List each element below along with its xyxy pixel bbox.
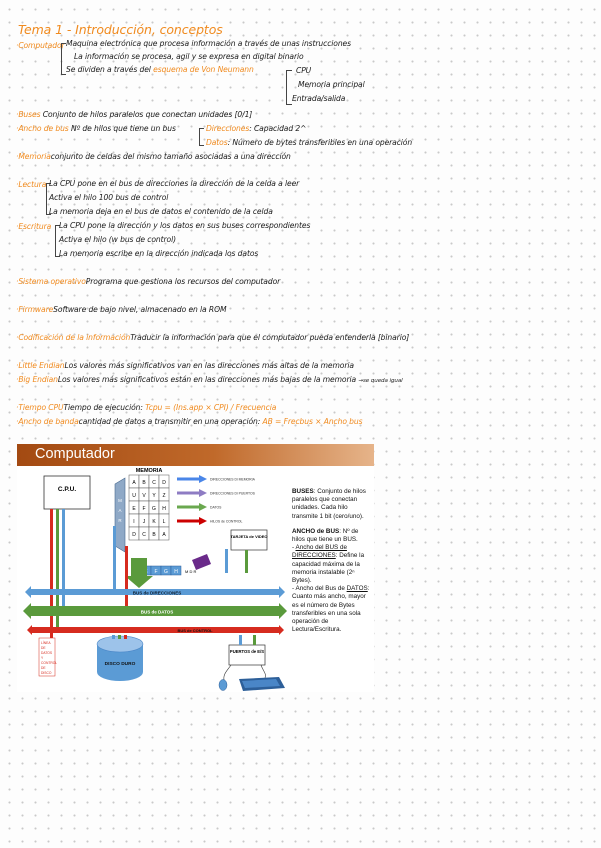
tiempo-line xyxy=(16,403,276,412)
side-dat-u: DATOS xyxy=(346,585,368,593)
mdr-cell-value: H xyxy=(174,569,178,575)
memory-cell-value: V xyxy=(142,493,146,499)
legend-label: DIRECCIONES Di MEMORIA xyxy=(210,477,255,482)
ancho-dat-def: : Número de bytes transferibles en una operación xyxy=(227,138,413,147)
puertos-box xyxy=(229,645,265,665)
computador-sub1: La información se procesa, agil y se expresa en digital binario xyxy=(74,52,304,61)
tiempo-term: ·Tiempo CPU xyxy=(16,403,64,412)
legend-arrow xyxy=(177,478,199,481)
side-ancho xyxy=(292,528,372,544)
memory-cell-value: Z xyxy=(162,493,166,499)
mem-wire-ctrl xyxy=(125,546,128,608)
legend xyxy=(177,475,256,525)
ancho-bus-term: ·Ancho de bus xyxy=(16,124,69,133)
little-term: ·Little Endian xyxy=(16,361,65,370)
mar-m: M xyxy=(118,498,122,503)
bus-datos-label: BUS de DATOS xyxy=(140,609,174,615)
lectura-term: ·Lectura xyxy=(16,180,47,189)
side-buses-term: BUSES xyxy=(292,488,314,495)
memory-cell-value: E xyxy=(132,506,136,512)
disco-legend-word: DE xyxy=(41,646,46,650)
firmware-line xyxy=(16,305,226,314)
side-ancho-dat xyxy=(292,585,372,634)
side-ancho-def: : Nº de hilos que tiene un BUS. xyxy=(292,527,359,544)
escritura-term: ·Escritura xyxy=(16,222,52,231)
sistema-def: Programa que gestiona los recursos del computador xyxy=(85,277,281,286)
side-ancho-term: ANCHO de BUS xyxy=(292,527,340,535)
little-def: Los valores más significativos van en las direcciones más altas de la memoria xyxy=(64,361,354,370)
legend-arrow-head xyxy=(199,517,207,525)
tarjeta-video-box xyxy=(231,530,267,550)
legend-arrow xyxy=(177,520,199,523)
lectura-l1: La CPU pone en el bus de direcciones la dirección de la celda a leer xyxy=(49,179,300,188)
memory-cell-value: A xyxy=(162,532,166,538)
ancho-banda-term: ·Ancho de banda xyxy=(16,417,79,426)
disco-legend-word: DE xyxy=(41,666,46,670)
keyboard-cable xyxy=(261,665,266,678)
side-ancho-dir xyxy=(292,544,372,585)
mar-r: R xyxy=(118,518,122,523)
legend-arrow-head xyxy=(199,475,207,483)
legend-label: DATOS xyxy=(210,505,222,510)
memory-cell-value: B xyxy=(142,480,146,486)
ancho-dir-line xyxy=(206,124,306,133)
side-dat-b: : Cuanto más ancho, mayor es el número de Bytes transferibles en una sola operación de Lectura/Escritura. xyxy=(292,585,370,634)
disco-legend-word: DISCO xyxy=(41,671,52,675)
memory-cell-value: L xyxy=(162,519,166,525)
memory-cell-value: B xyxy=(152,532,156,538)
part-memoria: Memoria principal xyxy=(298,80,365,89)
legend-arrow xyxy=(177,506,199,509)
side-buses-def: : Conjunto de hilos paralelos que conectan unidades. Cada hilo transmite 1 bit (cero/uno). xyxy=(292,488,366,520)
memoria-line xyxy=(16,152,291,161)
ancho-dir-def: : Capacidad 2^ xyxy=(249,124,307,133)
cpu-label: C.P.U. xyxy=(57,486,77,493)
disco-label: DISCO DURO xyxy=(104,662,136,667)
memory-cell-value: D xyxy=(132,532,136,538)
mdr-cell-value: G xyxy=(164,569,168,575)
buses-line xyxy=(16,110,252,119)
escritura-l1: La CPU pone la dirección y los datos en sus buses correspondientes xyxy=(59,221,311,230)
video-wire-dir xyxy=(225,549,228,573)
disco-wire-datos xyxy=(118,635,121,639)
sistema-term: ·Sistema operativo xyxy=(16,277,86,286)
memory-cell-value: K xyxy=(152,519,156,525)
ancho-dat-line xyxy=(206,138,412,147)
ancho-dat-term: Datos xyxy=(206,138,228,147)
memory-cell-value: C xyxy=(142,532,146,538)
disco-legend-word: Y xyxy=(41,656,44,660)
ancho-bus-line xyxy=(16,124,176,133)
puertos-wire-dir xyxy=(239,635,242,645)
memory-cell-value: G xyxy=(152,506,156,512)
mar-a: A xyxy=(118,508,122,513)
computador-def: Maquina electrónica que procesa información a través de unas instrucciones xyxy=(66,39,351,48)
slide-title: Computador xyxy=(35,446,115,462)
mouse-icon xyxy=(219,680,227,691)
mdr-cell-value: F xyxy=(154,569,158,575)
firmware-term: ·Firmware xyxy=(16,305,54,314)
video-card-icon xyxy=(192,554,211,570)
von-neumann-term: esquema de Von Neumann xyxy=(153,65,254,74)
escritura-l2: Activa el hilo (w bus de control) xyxy=(59,235,176,244)
escritura-l3: La memoria escribe en la dirección indicada los datos xyxy=(59,249,259,258)
little-line xyxy=(16,361,354,370)
codificacion-term: ·Codificación de la información xyxy=(16,333,131,342)
bus-direcciones-label: BUS de DIRECCIONES xyxy=(132,590,182,596)
ancho-banda-def: cantidad de datos a transmitir en una operación: xyxy=(78,417,261,426)
memory-cell-value: H xyxy=(162,506,166,512)
memory-cell-value: C xyxy=(152,480,156,486)
tiempo-formula: Tcpu = (Ins.app × CPI) / Frecuencia xyxy=(145,403,277,412)
memoria-term: ·Memoria xyxy=(16,152,51,161)
tiempo-def: Tiempo de ejecución: xyxy=(63,403,143,412)
legend-label: HILOS de CONTROL xyxy=(210,519,243,524)
disco-legend-word: DATOS xyxy=(41,651,53,655)
memory-cell-value: F xyxy=(142,506,146,512)
ancho-bus-def: Nº de hilos que tiene un bus xyxy=(71,124,176,133)
memory-cell-value: I xyxy=(133,519,135,525)
page-title: Tema 1 - Introducción, conceptos xyxy=(18,22,223,37)
legend-arrow xyxy=(177,492,199,495)
side-dir-b: : Define la capacidad máxima de la memoria instalable (2ⁿ Bytes). xyxy=(292,552,365,585)
von-neumann-diagram xyxy=(17,466,292,692)
mem-wire-dir xyxy=(113,526,116,589)
legend-arrow-head xyxy=(199,503,207,511)
memory-cell-value: A xyxy=(132,480,136,486)
memory-cell-value: D xyxy=(162,480,166,486)
disco-wire-dir xyxy=(112,635,115,639)
side-dir-a: - xyxy=(292,544,296,552)
computador-slide xyxy=(17,444,374,692)
firmware-def: Software de bajo nivel, almacenado en la ROM xyxy=(53,305,227,314)
tarjeta-video-label: TARJETA de VIDEO xyxy=(230,534,268,539)
slide-header xyxy=(17,444,374,466)
memory-grid xyxy=(129,475,169,540)
computador-sub2 xyxy=(66,65,254,74)
disco-legend-word: LÍNEA xyxy=(41,641,51,645)
sistema-line xyxy=(16,277,280,286)
bus-control-label: BUS de CONTROL xyxy=(177,628,213,633)
big-def: Los valores más significativos están en las direcciones más bajas de la memoria xyxy=(57,375,357,384)
part-cpu: CPU xyxy=(296,66,312,75)
side-dir-u: Ancho del BUS de DIRECCIONES xyxy=(292,544,347,560)
buses-term: ·Buses xyxy=(16,110,41,119)
memory-cell-value: J xyxy=(142,519,146,525)
memoria-def: conjunto de celdas del mismo tamaño asociadas a una dirección xyxy=(50,152,291,161)
ancho-banda-line xyxy=(16,417,362,426)
computador-sub2-a: Se dividen a través del xyxy=(66,65,151,74)
lectura-l3: La memoria deja en el bus de datos el contenido de la celda xyxy=(49,207,273,216)
memory-cell-value: U xyxy=(132,493,136,499)
legend-arrow-head xyxy=(199,489,207,497)
memory-cell-value: Y xyxy=(152,493,156,499)
big-term: ·Big Endian xyxy=(16,375,58,384)
buses-def: Conjunto de hilos paralelos que conectan unidades [0/1] xyxy=(42,110,253,119)
legend-label: DIRECCIONES Di PUERTOS xyxy=(210,491,255,496)
disco-wire-ctrl xyxy=(124,635,127,639)
computador-term: ·Computador xyxy=(16,41,65,50)
memoria-label: MEMORIA xyxy=(135,468,163,474)
big-line xyxy=(16,375,403,384)
side-dat-a: - Ancho del Bus de xyxy=(292,585,347,593)
ancho-bus-brace xyxy=(199,128,204,146)
part-es: Entrada/salida xyxy=(292,94,346,103)
bus-control xyxy=(27,625,284,635)
lectura-l2: Activa el hilo 100 bus de control xyxy=(49,193,169,202)
mdr-label: M D R xyxy=(185,569,197,574)
ancho-banda-formula: AB = Frecbus × Ancho bus xyxy=(262,417,363,426)
slide-side-text xyxy=(292,488,372,634)
video-wire-datos xyxy=(245,550,248,573)
codificacion-def: Traducir la información para que el computador pueda entenderla [binario] xyxy=(130,333,410,342)
disco-legend-word: CONTROL xyxy=(41,661,58,665)
side-buses xyxy=(292,488,372,521)
puertos-label: PUERTOS de E/S xyxy=(229,649,265,654)
codificacion-line xyxy=(16,333,409,342)
ancho-dir-term: Direcciones xyxy=(206,124,250,133)
mar-block xyxy=(115,478,125,552)
mouse-cable xyxy=(224,665,231,680)
big-note: →se queda igual xyxy=(358,378,403,384)
puertos-wire-datos xyxy=(253,635,256,645)
